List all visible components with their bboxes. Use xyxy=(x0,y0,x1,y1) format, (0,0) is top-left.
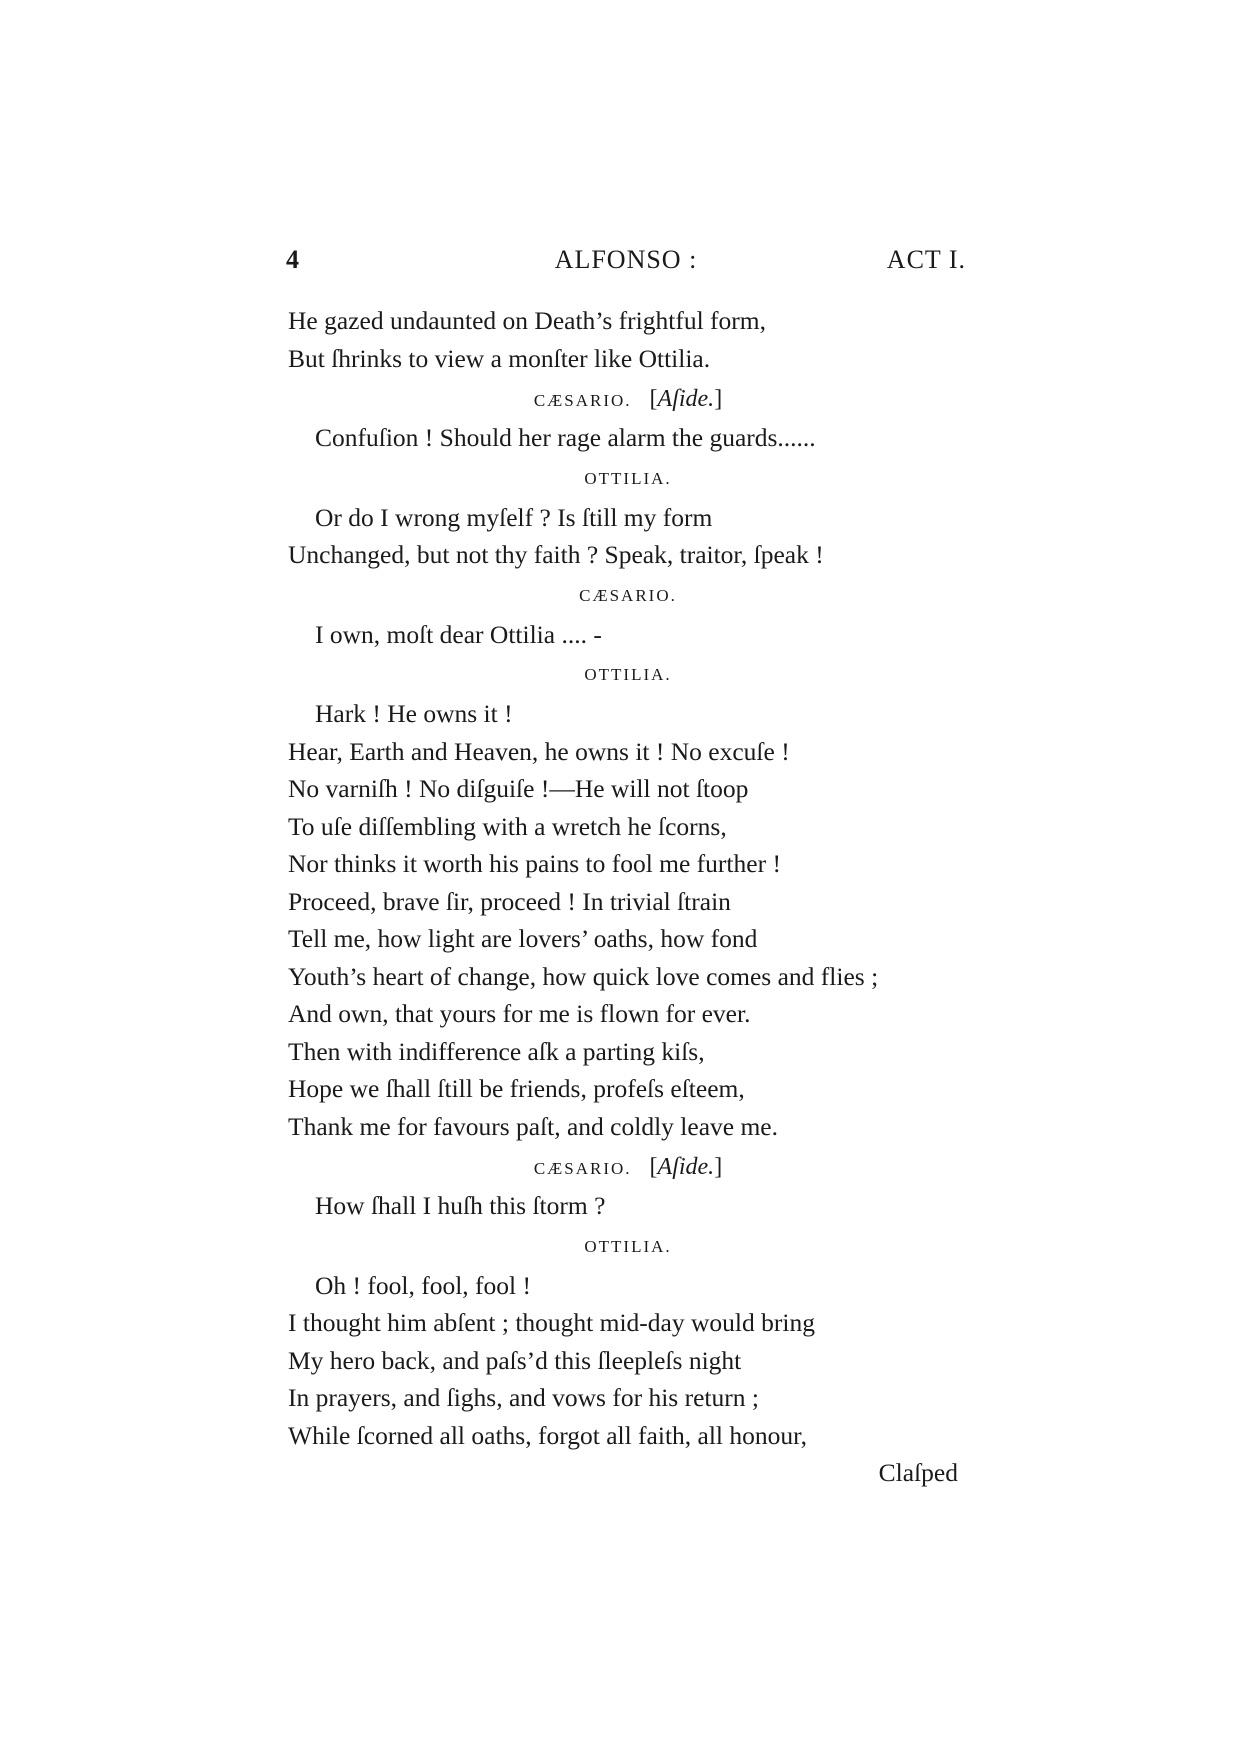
bracket-open: [ xyxy=(649,1154,658,1180)
verse-line: Nor thinks it worth his pains to fool me further ! xyxy=(288,849,781,878)
verse-line: Hope we ſhall ſtill be friends, profeſs eſteem, xyxy=(288,1074,745,1103)
act-label: ACT I. xyxy=(886,245,966,274)
speaker-name: CÆSARIO. xyxy=(533,391,632,410)
verse-line: My hero back, and paſs’d this ſleepleſs night xyxy=(288,1345,742,1375)
running-header xyxy=(286,245,966,285)
verse-line: Unchanged, but not thy faith ? Speak, traitor, ſpeak ! xyxy=(288,540,824,569)
speaker-name: CÆSARIO. xyxy=(579,585,677,605)
verse-line: In prayers, and ſighs, and vows for his return ; xyxy=(288,1383,759,1412)
bracket-close: ] xyxy=(714,1154,723,1180)
speaker-name: OTTILIA. xyxy=(584,665,672,684)
verse-line: How ſhall I huſh this ſtorm ? xyxy=(315,1191,606,1220)
verse-line: Proceed, brave ſir, proceed ! In trivial ſtrain xyxy=(288,886,731,916)
verse-line: And own, that yours for me is flown for ever. xyxy=(288,999,751,1028)
verse-line: While ſcorned all oaths, forgot all faith, all honour, xyxy=(288,1420,807,1450)
verse-line: But ſhrinks to view a monſter like Ottilia. xyxy=(288,343,711,373)
speaker-heading xyxy=(288,457,968,499)
speaker-heading xyxy=(288,1145,968,1187)
verse-line: I thought him abſent ; thought mid-day would bring xyxy=(288,1308,815,1337)
speaker-heading xyxy=(288,1225,968,1267)
speaker-heading xyxy=(288,574,968,616)
verse-line: Oh ! fool, fool, fool ! xyxy=(315,1270,532,1300)
speaker-name: OTTILIA. xyxy=(584,1236,672,1256)
verse-line: Hear, Earth and Heaven, he owns it ! No excuſe ! xyxy=(288,736,790,766)
catchword: Claſped xyxy=(878,1458,958,1487)
speaker-heading xyxy=(288,653,968,695)
speaker-name: OTTILIA. xyxy=(584,468,672,488)
verse-line: Then with indifference aſk a parting kiſs, xyxy=(288,1036,705,1066)
running-title: ALFONSO : xyxy=(554,245,698,274)
verse-line: Hark ! He owns it ! xyxy=(315,699,513,728)
verse-line: Youth’s heart of change, how quick love comes and flies ; xyxy=(288,961,879,991)
verse-line: Or do I wrong myſelf ? Is ſtill my form xyxy=(315,502,713,532)
verse-line: Tell me, how light are lovers’ oaths, how fond xyxy=(288,924,758,953)
stage-direction xyxy=(632,386,723,412)
verse-line: To uſe diſſembling with a wretch he ſcorns, xyxy=(288,811,727,841)
verse-line: I own, moſt dear Ottilia .... - xyxy=(315,619,602,649)
verse-line: No varniſh ! No diſguiſe !—He will not ſtoop xyxy=(288,774,749,803)
speaker-heading xyxy=(288,377,968,419)
play-text xyxy=(288,302,968,1492)
stage-direction-text: Aſide. xyxy=(657,386,715,412)
stage-direction xyxy=(632,1154,723,1180)
verse-line: He gazed undaunted on Death’s frightful form, xyxy=(288,306,766,335)
bracket-open: [ xyxy=(649,386,658,412)
verse-line: Thank me for favours paſt, and coldly leave me. xyxy=(288,1111,778,1141)
speaker-name: CÆSARIO. xyxy=(533,1159,632,1178)
bracket-close: ] xyxy=(714,386,723,412)
page-number: 4 xyxy=(286,245,299,274)
verse-line: Confuſion ! Should her rage alarm the guards...... xyxy=(315,423,816,452)
stage-direction-text: Aſide. xyxy=(657,1154,715,1180)
